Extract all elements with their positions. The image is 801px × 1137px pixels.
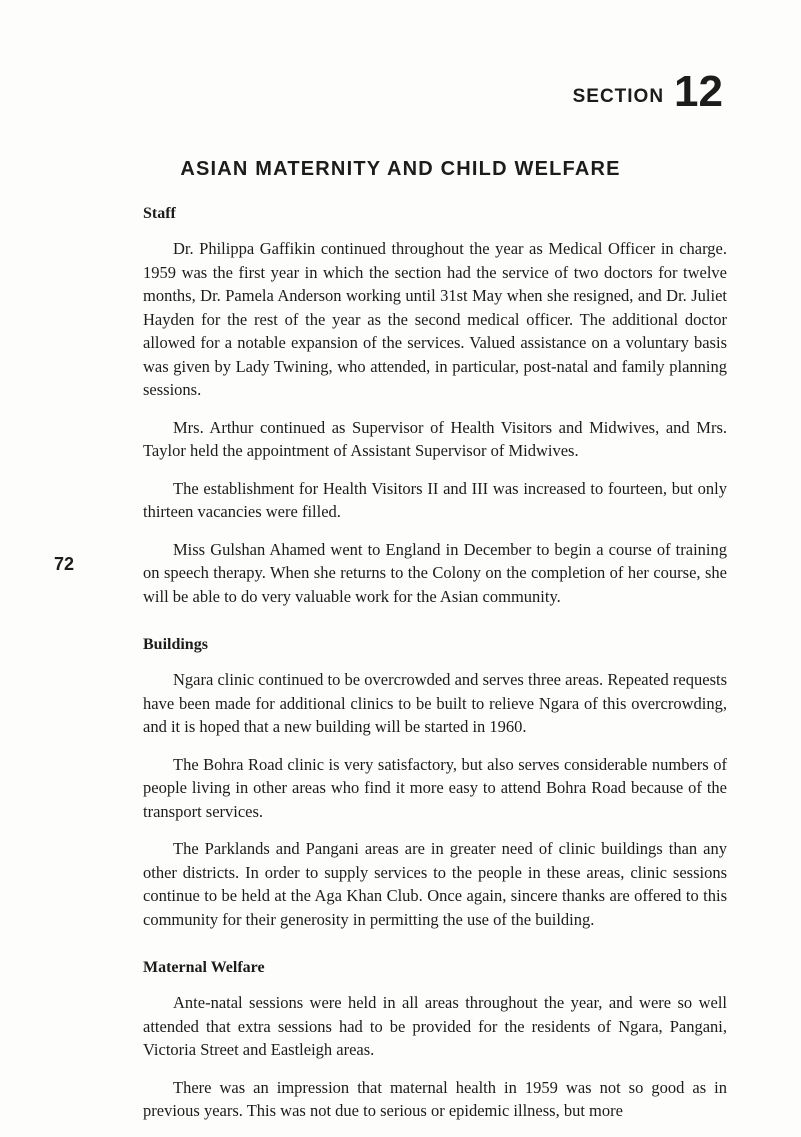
section-maternal-welfare: [143, 959, 727, 1123]
paragraph: Ngara clinic continued to be overcrowded and serves three areas. Repeated requests have been made for additional clinics to be built to relieve Ngara of this overcrowding, and it is hoped that a new building will be started in 1960.: [143, 670, 727, 736]
section-heading: Buildings: [143, 636, 208, 653]
section-header: [572, 67, 723, 116]
paragraph: Ante-natal sessions were held in all areas throughout the year, and were so well attended that extra sessions had to be provided for the residents of Ngara, Pangani, Victoria Street and Eastleigh areas.: [143, 993, 727, 1059]
paragraph: Mrs. Arthur continued as Supervisor of Health Visitors and Midwives, and Mrs. Taylor held the appointment of Assistant Supervisor of Midwives.: [143, 417, 727, 460]
section-label: SECTION: [572, 86, 665, 107]
paragraph: Dr. Philippa Gaffikin continued throughout the year as Medical Officer in charge. 1959 was the first year in which the section had the service of two doctors for twelve months, Dr. Pamela Anderson working until 31st May when she resigned, and Dr. Juliet Hayden for the rest of the year as the second medical officer. The additional doctor allowed for a notable expansion of the services. Valued assistance on a voluntary basis was given by Lady Twining, who attended, in particular, post-natal and family planning sessions.: [143, 239, 727, 399]
page-number: 72: [54, 554, 75, 574]
section-buildings: [143, 636, 727, 931]
document-body: [143, 205, 727, 1137]
section-heading: Staff: [143, 205, 176, 222]
paragraph: The establishment for Health Visitors II and III was increased to fourteen, but only thirteen vacancies were filled.: [143, 478, 727, 521]
paragraph: Miss Gulshan Ahamed went to England in December to begin a course of training on speech therapy. When she returns to the Colony on the completion of her course, she will be able to do very valuable work for the Asian community.: [143, 539, 727, 606]
section-number: 12: [674, 67, 723, 116]
page-title: ASIAN MATERNITY AND CHILD WELFARE: [180, 158, 621, 180]
paragraph: There was an impression that maternal health in 1959 was not so good as in previous years. This was not due to serious or epidemic illness, but more: [143, 1077, 727, 1120]
paragraph: The Parklands and Pangani areas are in greater need of clinic buildings than any other districts. In order to supply services to the people in these areas, clinic sessions continue to be held at the Aga Khan Club. Once again, sincere thanks are offered to this community for their generosity in permitting the use of the building.: [143, 839, 727, 929]
section-heading: Maternal Welfare: [143, 959, 265, 976]
paragraph: The Bohra Road clinic is very satisfactory, but also serves considerable numbers of people living in other areas who find it more easy to attend Bohra Road because of the transport services.: [143, 754, 727, 821]
section-staff: [143, 205, 727, 608]
